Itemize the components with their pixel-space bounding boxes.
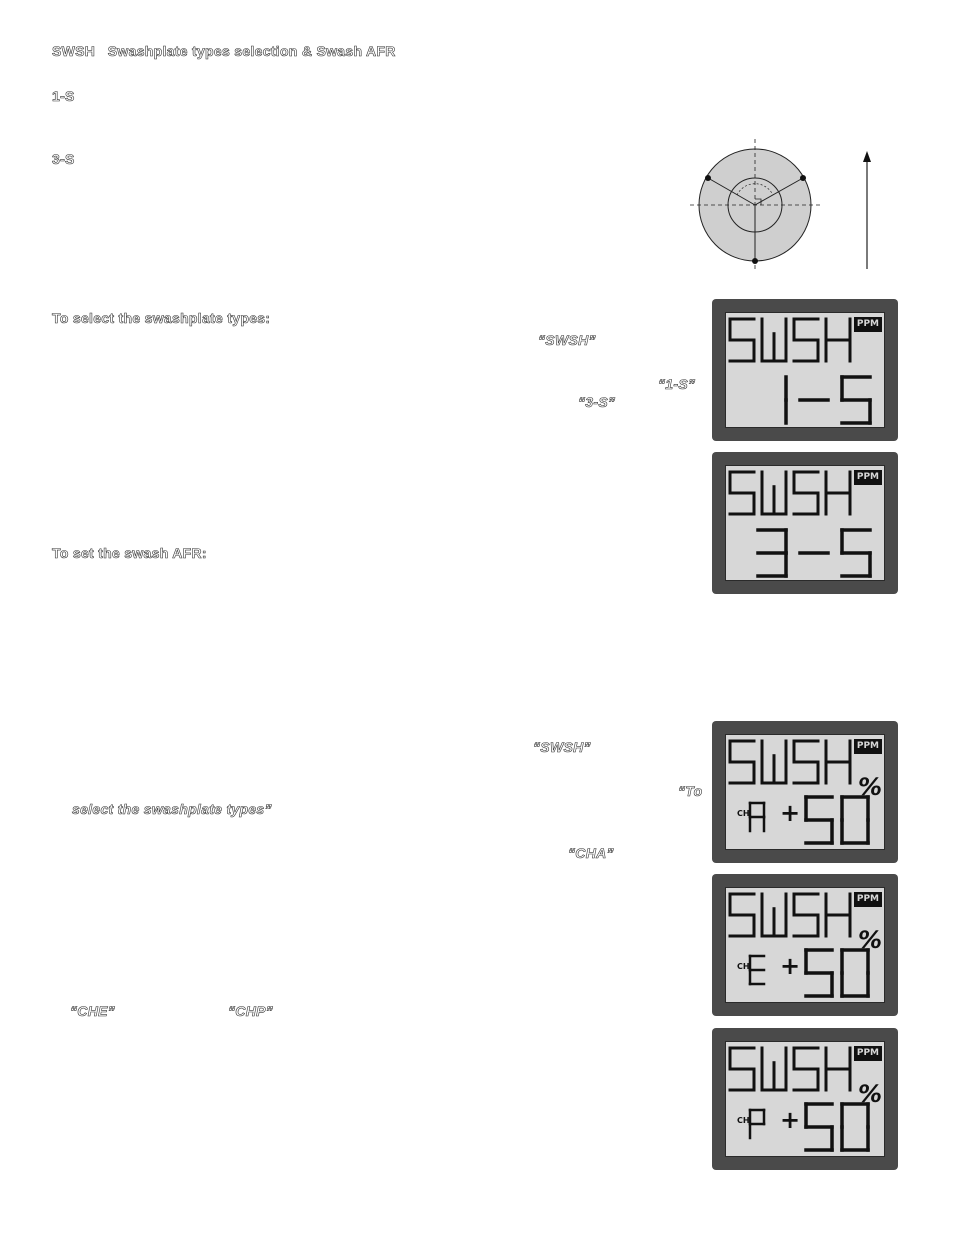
quote-select-swashplate: select the swashplate types”	[72, 801, 272, 817]
lcd-top-char-0	[730, 1048, 754, 1090]
lcd-top-char-0	[730, 894, 754, 936]
lcd-top-char-1	[762, 1048, 786, 1090]
type-3s-label: 3-S	[52, 151, 75, 167]
set-afr-title: To set the swash AFR	[52, 545, 202, 561]
plus-sign: +	[780, 952, 801, 980]
lcd-top-char-3	[826, 894, 850, 936]
percent-sign: %	[857, 1080, 882, 1108]
lcd-top-char-1	[762, 741, 786, 783]
ppm-badge: PPM	[854, 317, 882, 332]
forward-arrow-head	[863, 151, 871, 162]
select-types-heading	[52, 310, 270, 326]
lcd-display-che	[712, 874, 898, 1016]
ch-label: CH	[737, 809, 750, 818]
lcd-top-char-2	[794, 1048, 818, 1090]
set-afr-colon: :	[201, 545, 207, 561]
lcd-top-char-1	[762, 894, 786, 936]
lcd-channel-char	[750, 1110, 764, 1138]
quote-chp: “CHP”	[228, 1003, 274, 1019]
servo-point-bottom	[752, 258, 758, 264]
select-types-colon: :	[265, 310, 271, 326]
ch-label: CH	[737, 1116, 750, 1125]
ppm-badge: PPM	[854, 739, 882, 754]
ppm-badge: PPM	[854, 1046, 882, 1061]
lcd-top-char-2	[794, 319, 818, 361]
lcd-bottom-char-2	[842, 377, 870, 423]
lcd-top-char-2	[794, 472, 818, 514]
section-heading	[52, 43, 396, 59]
set-afr-heading	[52, 545, 207, 561]
lcd-top-char-1	[762, 472, 786, 514]
lcd-top-char-3	[826, 319, 850, 361]
lcd-value-char-1	[842, 1104, 868, 1150]
lcd-top-char-3	[826, 1048, 850, 1090]
lcd-top-char-0	[730, 472, 754, 514]
plus-sign: +	[780, 1106, 801, 1134]
lcd-display-3s	[712, 452, 898, 594]
quote-swsh-2: “SWSH”	[533, 739, 591, 755]
quote-cha: “CHA”	[568, 845, 614, 861]
lcd-top-char-3	[826, 472, 850, 514]
lcd-value-char-1	[842, 950, 868, 996]
lcd-top-char-3	[826, 741, 850, 783]
ppm-badge: PPM	[854, 892, 882, 907]
type-1s-label: 1-S	[52, 88, 75, 104]
lcd-value-char-0	[806, 797, 832, 843]
quote-1s: “1-S”	[658, 376, 696, 392]
lcd-top-char-1	[762, 319, 786, 361]
lcd-channel-char	[750, 803, 764, 831]
swashplate-diagram	[680, 135, 880, 275]
quote-swsh-1: “SWSH”	[538, 332, 596, 348]
select-types-title: To select the swashplate types	[52, 310, 266, 326]
percent-sign: %	[857, 773, 882, 801]
servo-point-left	[705, 175, 711, 181]
lcd-value-char-0	[806, 1104, 832, 1150]
lcd-value-char-1	[842, 797, 868, 843]
lcd-channel-char	[750, 956, 764, 984]
heading-title: Swashplate types selection & Swash AFR	[107, 43, 396, 59]
quote-3s: “3-S”	[578, 394, 616, 410]
percent-sign: %	[857, 926, 882, 954]
ppm-badge: PPM	[854, 470, 882, 485]
lcd-top-char-2	[794, 894, 818, 936]
servo-point-right	[800, 175, 806, 181]
lcd-bottom-char-2	[842, 530, 870, 576]
lcd-top-char-2	[794, 741, 818, 783]
lcd-top-char-0	[730, 319, 754, 361]
lcd-display-cha	[712, 721, 898, 863]
lcd-bottom-char-0	[758, 530, 786, 576]
lcd-display-1s	[712, 299, 898, 441]
quote-to: “To	[678, 783, 703, 799]
plus-sign: +	[780, 799, 801, 827]
ch-label: CH	[737, 962, 750, 971]
heading-code: SWSH	[52, 43, 96, 59]
lcd-display-chp	[712, 1028, 898, 1170]
lcd-value-char-0	[806, 950, 832, 996]
lcd-top-char-0	[730, 741, 754, 783]
quote-che: “CHE”	[70, 1003, 116, 1019]
